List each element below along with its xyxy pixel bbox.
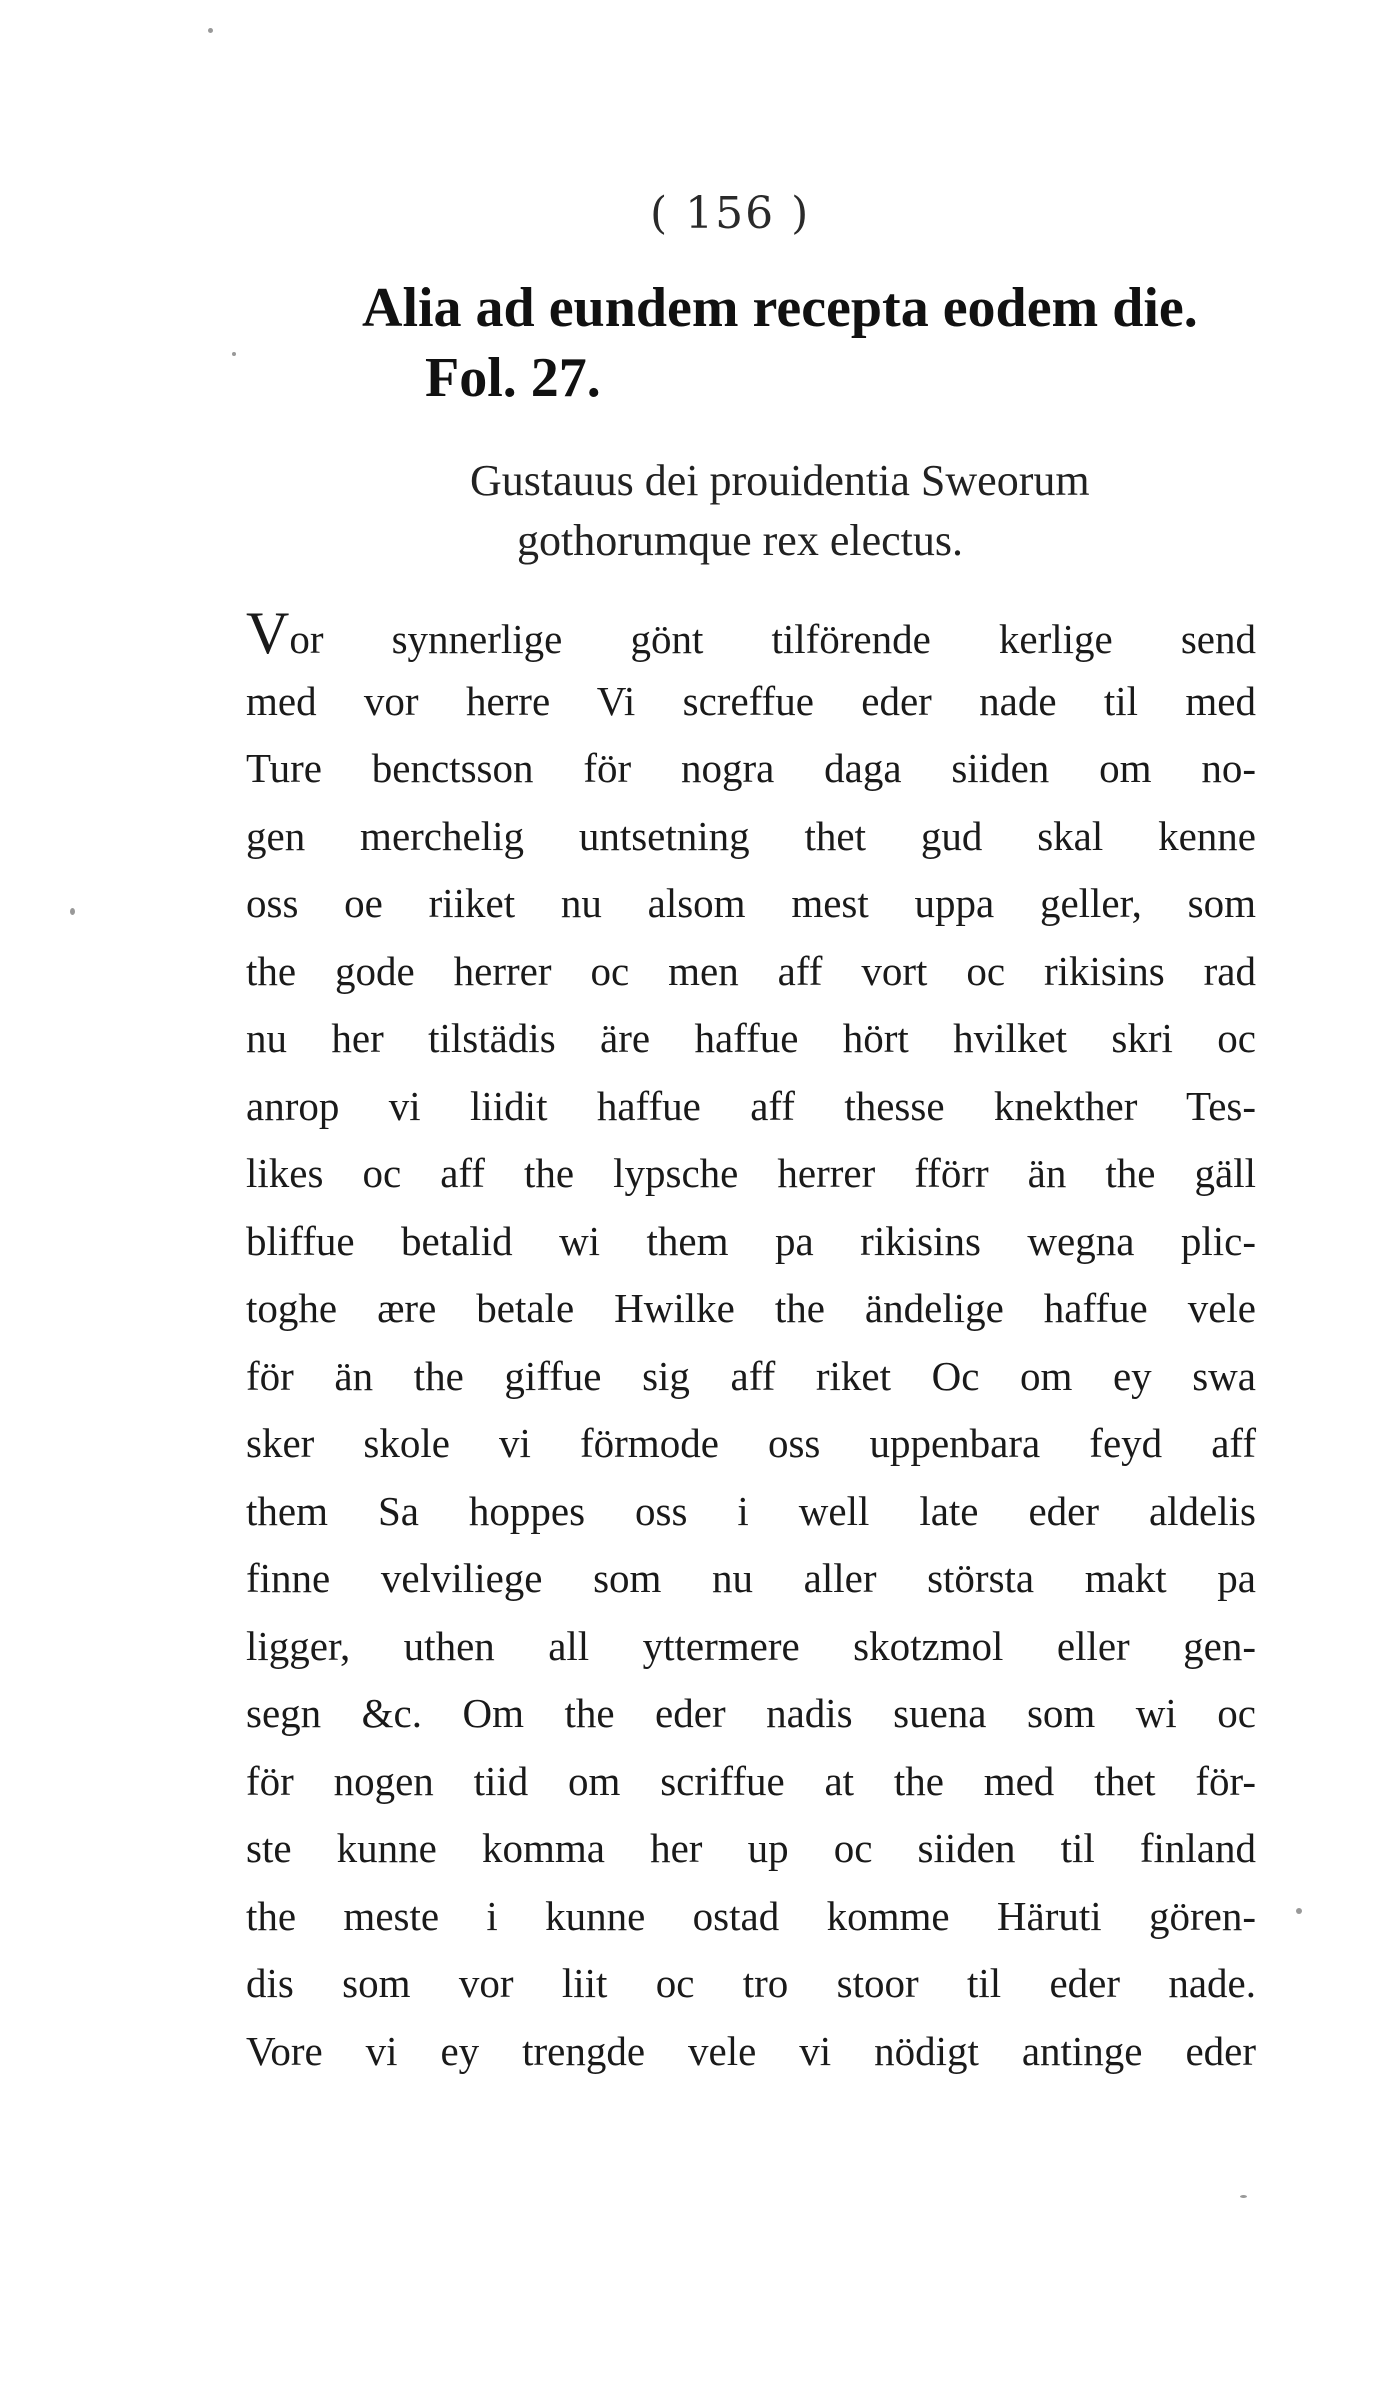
body-line: Ture benctsson för nogra daga siiden om no- <box>246 745 1256 791</box>
salutation-line: Gustauus dei prouidentia Sweorum <box>470 456 1090 505</box>
body-line: för nogen tiid om scriffue at the med thet för- <box>246 1757 1256 1804</box>
scan-speck <box>232 352 236 356</box>
scan-speck <box>1296 1908 1302 1914</box>
letter-body <box>246 600 1256 2085</box>
body-line: Vore vi ey trengde vele vi nödigt antinge eder <box>246 2027 1256 2074</box>
body-line: the meste i kunne ostad komme Häruti gören- <box>246 1892 1256 1939</box>
body-line: them Sa hoppes oss i well late eder aldelis <box>246 1487 1256 1534</box>
body-line: the gode herrer oc men aff vort oc rikisins rad <box>246 947 1256 994</box>
initial-letter: V <box>246 600 290 666</box>
body-line: ste kunne komma her up oc siiden til finland <box>246 1825 1256 1871</box>
body-line: anrop vi liidit haffue aff thesse knekther Tes- <box>246 1082 1256 1129</box>
body-line: sker skole vi förmode oss uppenbara feyd aff <box>246 1420 1256 1466</box>
scan-speck <box>70 908 75 915</box>
letter-heading: Alia ad eundem recepta eodem die. <box>362 277 1198 339</box>
body-line-text: or synnerlige gönt tilförende kerlige send <box>289 616 1256 662</box>
page-number: ( 156 ) <box>650 188 811 239</box>
body-line-first <box>246 600 1256 668</box>
body-line: ligger, uthen all yttermere skotzmol eller gen- <box>246 1622 1256 1669</box>
salutation-line: gothorumque rex electus. <box>517 516 963 565</box>
body-line: med vor herre Vi screffue eder nade til med <box>246 677 1256 724</box>
body-line: bliffue betalid wi them pa rikisins wegna plic- <box>246 1217 1256 1264</box>
body-line: gen merchelig untsetning thet gud skal kenne <box>246 812 1256 859</box>
folio-reference: Fol. 27. <box>425 347 601 409</box>
body-line: för än the giffue sig aff riket Oc om ey swa <box>246 1352 1256 1399</box>
body-line: dis som vor liit oc tro stoor til eder nade. <box>246 1960 1256 2006</box>
body-line: likes oc aff the lypsche herrer fförr än the gäll <box>246 1150 1256 1196</box>
body-line: nu her tilstädis äre haffue hört hvilket skri oc <box>246 1015 1256 1061</box>
body-line: oss oe riiket nu alsom mest uppa geller, som <box>246 880 1256 926</box>
body-line: finne velviliege som nu aller största makt pa <box>246 1555 1256 1601</box>
body-line: segn &c. Om the eder nadis suena som wi oc <box>246 1690 1256 1736</box>
scan-speck <box>208 28 213 33</box>
body-line: toghe ære betale Hwilke the ändelige haffue vele <box>246 1285 1256 1331</box>
scan-speck <box>1240 2195 1247 2198</box>
